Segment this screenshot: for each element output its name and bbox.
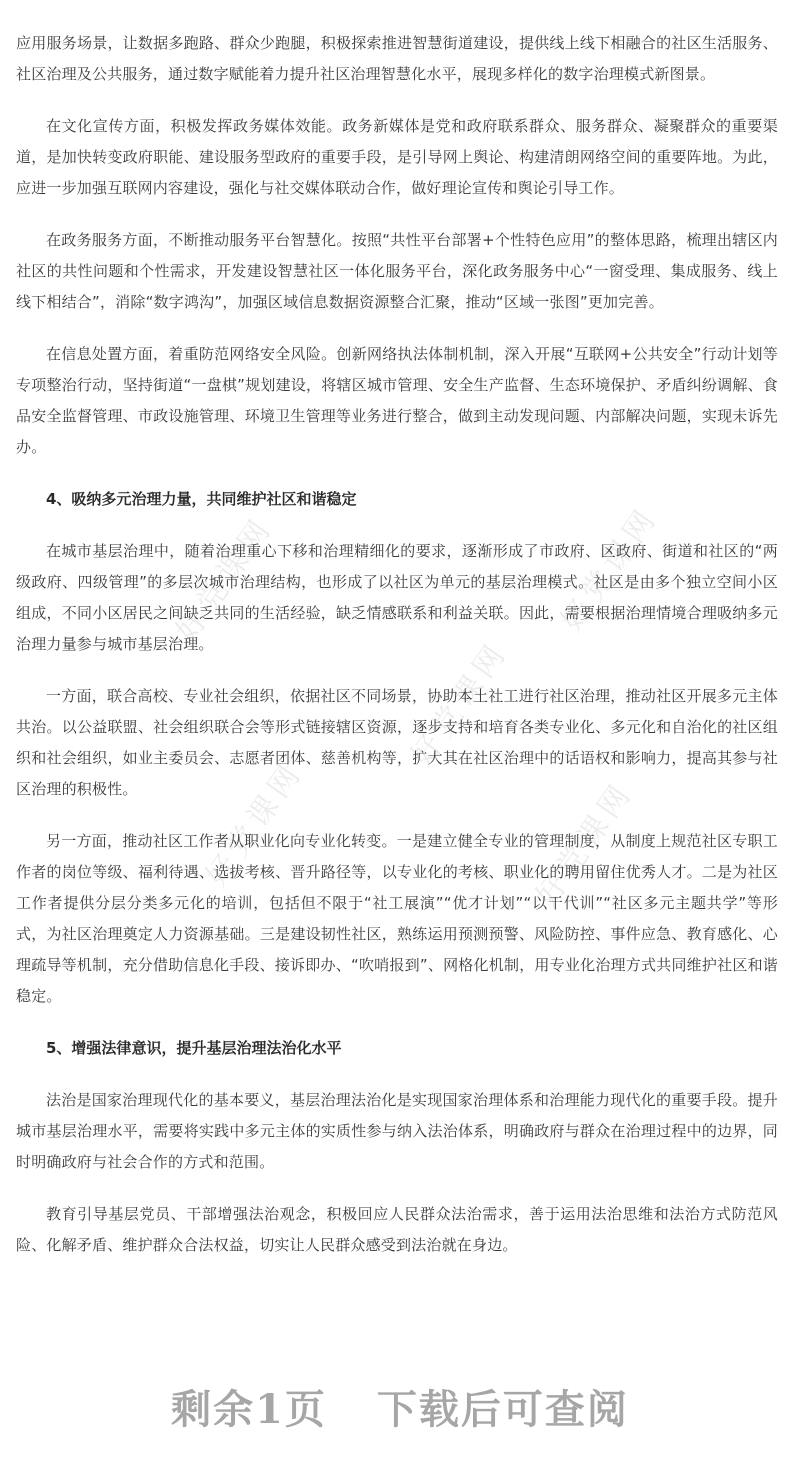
download-hint-label: 下载后可查阅 (376, 1386, 629, 1433)
paragraph: 在政务服务方面，不断推动服务平台智慧化。按照“共性平台部署+个性特色应用”的整体思路，梳理出辖区内社区的共性问题和个性需求，开发建设智慧社区一体化服务平台，深化政务服务中心“一窗受理、集成服务、线上线下相结合”，消除“数字鸿沟”，加强区域信息数据资源整合汇聚，推动“区域一张图”更加完善。 (16, 231, 778, 311)
section-heading: 4、吸纳多元治理力量，共同维护社区和谐稳定 (46, 490, 357, 508)
document-content (16, 28, 778, 1282)
paragraph: 应用服务场景，让数据多跑路、群众少跑腿，积极探索推进智慧街道建设，提供线上线下相融合的社区生活服务、社区治理及公共服务，通过数字赋能着力提升社区治理智慧化水平，展现多样化的数字治理模式新图景。 (16, 34, 778, 83)
paragraph: 另一方面，推动社区工作者从职业化向专业化转变。一是建立健全专业的管理制度，从制度上规范社区专职工作者的岗位等级、福利待遇、选拔考核、晋升路径等，以专业化的考核、职业化的聘用留住优秀人才。二是为社区工作者提供分层分类多元化的培训，包括但不限于“社工展演”“优才计划”“以干代训”“社区多元主题共学”等形式，为社区治理奠定人力资源基础。三是建设韧性社区，熟练运用预测预警、风险防控、事件应急、教育感化、心理疏导等机制，充分借助信息化手段、接诉即办、“吹哨报到”、网格化机制，用专业化治理方式共同维护社区和谐稳定。 (16, 832, 778, 1005)
watermark: 好党课网 (199, 754, 311, 894)
paragraph: 在文化宣传方面，积极发挥政务媒体效能。政务新媒体是党和政府联系群众、服务群众、凝聚群众的重要渠道，是加快转变政府职能、建设服务型政府的重要手段，是引导网上舆论、构建清朗网络空间的重要阵地。为此，应进一步加强互联网内容建设，强化与社交媒体联动合作，做好理论宣传和舆论引导工作。 (16, 117, 778, 197)
watermark: 好党课网 (404, 634, 516, 774)
watermark: 好党课网 (529, 774, 641, 914)
watermark: 好党课网 (554, 499, 666, 639)
paragraph: 在信息处置方面，着重防范网络安全风险。创新网络执法体制机制，深入开展“互联网+公共安全”行动计划等专项整治行动，坚持街道“一盘棋”规划建设，将辖区城市管理、安全生产监督、生态环境保护、矛盾纠纷调解、食品安全监督管理、市政设施管理、环境卫生管理等业务进行整合，做到主动发现问题、内部解决问题，实现未诉先办。 (16, 345, 778, 456)
section-heading: 5、增强法律意识，提升基层治理法治化水平 (46, 1039, 342, 1057)
paragraph: 教育引导基层党员、干部增强法治观念，积极回应人民群众法治需求，善于运用法治思维和法治方式防范风险、化解矛盾、维护群众合法权益，切实让人民群众感受到法治就在身边。 (16, 1205, 778, 1254)
paragraph: 在城市基层治理中，随着治理重心下移和治理精细化的要求，逐渐形成了市政府、区政府、街道和社区的“两级政府、四级管理”的多层次城市治理结构，也形成了以社区为单元的基层治理模式。社区是由多个独立空间小区组成，不同小区居民之间缺乏共同的生活经验，缺乏情感联系和利益关联。因此，需要根据治理情境合理吸纳多元治理力量参与城市基层治理。 (16, 542, 778, 653)
paragraph: 一方面，联合高校、专业社会组织，依据社区不同场景，协助本土社工进行社区治理，推动社区开展多元主体共治。以公益联盟、社会组织联合会等形式链接辖区资源，逐步支持和培育各类专业化、多元化和自治化的社区组织和社会组织，如业主委员会、志愿者团体、慈善机构等，扩大其在社区治理中的话语权和影响力，提高其参与社区治理的积极性。 (16, 687, 778, 798)
download-prompt-banner[interactable] (0, 1378, 800, 1435)
watermark: 好党课网 (169, 509, 281, 649)
paragraph: 法治是国家治理现代化的基本要义，基层治理法治化是实现国家治理体系和治理能力现代化的重要手段。提升城市基层治理水平，需要将实践中多元主体的实质性参与纳入法治体系，明确政府与群众在治理过程中的边界，同时明确政府与社会合作的方式和范围。 (16, 1091, 778, 1171)
remaining-pages-label: 剩余1页 (171, 1386, 327, 1433)
